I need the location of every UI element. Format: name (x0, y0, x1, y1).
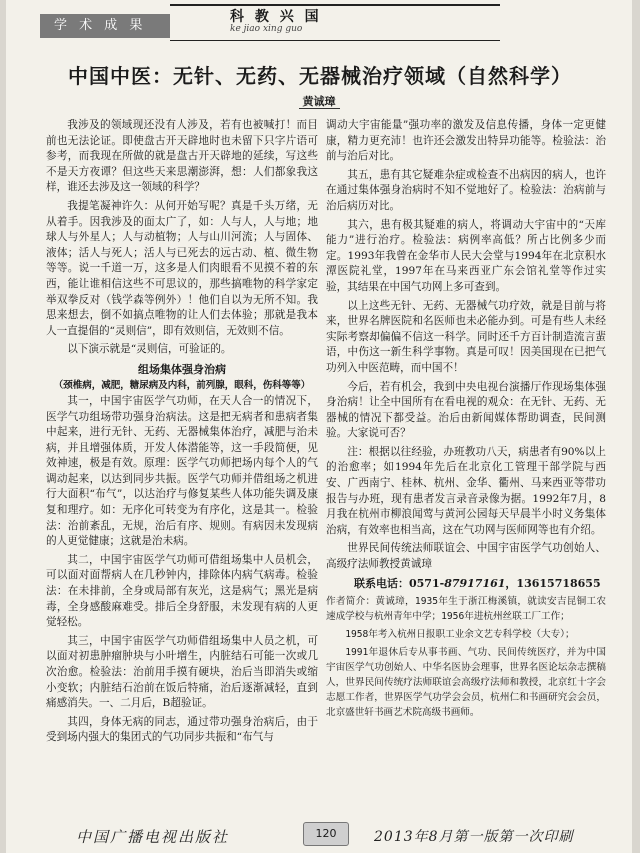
publisher-handwritten: 中国广播电视出版社 (76, 828, 230, 846)
organization-line: 世界民间传统法师联谊会、中国宇宙医学气功创始人、高级疗法师教授黄诚璋 (326, 542, 606, 571)
contact-mobile: ，13615718655 (505, 576, 601, 590)
paragraph: 以上这些无针、无药、无器械气功疗效，就是目前与将来，世界名牌医院和名医师也未必能办到。可是有些人未经实际考察却偏偏不信这一科学。同时还千方百计制造流言蜚语，中伤这一新生科学事物。真是可叹！因美国现在已把气功列入中医范畴，而中国不！ (326, 299, 606, 374)
contact-phone (354, 576, 606, 592)
left-column (46, 118, 318, 749)
page-number: 120 (303, 822, 349, 846)
paragraph: 今后，若有机会，我到中央电视台演播厅作现场集体强身治病！让全中国所有在看电视的观众：在无针、无药、无器械的情况下都受益。治后由新闻媒体帮助调查，民间测验。大家说可否？ (326, 380, 606, 440)
bio-paragraph: 作者简介：黄诚璋，1935年生于浙江梅溪镇，就读安吉昆铜工农速成学校与杭州青年中学；1956年进杭州丝联工厂工作； (326, 595, 606, 622)
section-label: 学 术 成 果 (40, 14, 170, 38)
paragraph: 其五，患有其它疑难杂症或检查不出病因的病人，也许在通过集体强身治病时不知不觉地好了。检验法：治病前与治后病历对比。 (326, 168, 606, 212)
paragraph: 调动大宇宙能量”强功率的激发及信息传播，身体一定更健康，精力更充沛！也许还会激发出特异功能等。检验法：治前与治后对比。 (326, 119, 606, 163)
document-page (6, 0, 632, 853)
bio-paragraph: 1958年考入杭州日报职工业余文艺专科学校（大专）； (345, 628, 575, 640)
paragraph: 我提笔凝神许久：从何开始写呢？真是千头万绪，无从着手。因我涉及的面太广了，如：人与人，人与地；地球人与外星人；人与动植物；人与山川河流；人与固体、液体；活人与死人；活人与已死去的远古动、植、微生物等等。说一千道一万，这多是人们肉眼看不见摸不着的东西，能让谁相信这些不可思议的，那些搞唯物的科学家定举双拳反对（钱学森等例外）！他们自以为无所不知。我思来想去，倒不如搞点唯物的让人们去体验；那就是我本人一直提倡的“灵则信”，即有效则信，无效则不信。 (46, 199, 318, 337)
author-name: 黄诚璋 (299, 95, 340, 109)
bio-paragraph: 1991年退休后专从事书画、气功、民间传统医疗，并为中国宇宙医学气功创始人、中华名医协会理事，世界名医论坛杂志撰稿人，世界民间传统疗法师联谊会高级疗法师和教授，北京红十字会志愿工作者，世界医学气功学会会员，杭州仁和书画研究会会员，北京盛世轩书画艺术院高级书画师。 (326, 646, 606, 718)
section-subhead: 组场集体强身治病 (138, 362, 226, 376)
right-column (326, 118, 606, 723)
column-pinyin: ke jiao xing guo (230, 24, 303, 34)
paragraph: 其二，中国宇宙医学气功师可借组场集中人员机会，可以面对面帮病人在几秒钟内，排除体内病气病毒。检验法：在未排前，全身或局部有灰光，这是病气；黑光是病毒，全身感酸麻难受。排后全身舒服，未发现有病的人更觉轻松。 (46, 553, 318, 629)
contact-label: 联系电话：0571- (354, 576, 445, 590)
column-name: 科 教 兴 国 (230, 9, 322, 25)
paragraph: 注：根据以往经验，办班教功八天，病患者有90%以上的治愈率；如1994年先后在北京化工管理干部学院与西安、广西南宁、桂林、杭州、金华、衢州、马来西亚等带功报告与办班，现有患者发言录音录像为据。1992年7月，8月我在杭州市柳浪闻莺与黄河公园每天早晨半小时义务集体治病，有效率也相当高，这在气功网与医师网等也有介绍。 (326, 445, 606, 536)
article-title: 中国中医：无针、无药、无器械治疗领域（自然科学） (68, 64, 572, 88)
paragraph: 我涉及的领域现还没有人涉及，若有也被喊打！而目前也无法论证。即使盘古开天辟地时也未留下只字片语可参考，而我现在所做的就是盘古开天辟地的延续，写这些不是天方夜谭？但这些天来思潮澎湃，想：人们都象我这样，谁还去涉及这一领域的科学？ (46, 119, 318, 194)
paragraph: 以下演示就是“灵则信，可验证的。 (67, 343, 232, 356)
paragraph: 其四，身体无病的同志，通过带功强身治病后，由于受到场内强大的集团式的气功同步共振和“布气与 (46, 715, 318, 744)
page-header (40, 0, 600, 44)
author-bio (326, 594, 606, 720)
column-banner (170, 4, 500, 41)
article-author (6, 93, 632, 109)
paragraph: 其三，中国宇宙医学气功师借组场集中人员之机，可以面对初患肿瘤肿块与小叶增生，内脏结石可能一次或几次治愈。检验法：治前用手摸有硬块，治后当即消失或缩小变软；内脏结石治前在饭后特痛，治后逐渐减轻，直到痛感消失。一、二月后，B超验证。 (46, 634, 318, 710)
contact-handwritten: 87917161 (444, 576, 506, 590)
edition-handwritten: 2013年8月第一版第一次印刷 (374, 829, 574, 845)
paragraph: 其一，中国宇宙医学气功师，在天人合一的情况下，医学气功组场带功强身治病法。这是把无病者和患病者集中起来，进行无针、无药、无器械集体治疗，减肥与治未病，并且增强体质，开发人体潜能等，这一手段简便，见效神速，极是有效。原理：医学气功师把场内每个人的气调动起来，以达到同步共振。医学气功师并借组场之机进行大面积“布气”，以达治疗与修复某些人体功能失调及康复和理疗。如：无序化可转变为有序化，这是其一。检验法：治前紊乱，无规，治后有序、规则。有病因未发现病的人更觉健康；这就是治未病。 (46, 394, 318, 548)
section-subnote: （颈椎病，减肥，糖尿病及内科，前列腺，眼科，伤科等等） (53, 379, 311, 391)
paragraph: 其六，患有极其疑难的病人，将调动大宇宙中的“天库能力”进行治疗。检验法：病例率高低？所占比例多少而定。1993年我曾在金华市人民大会堂与1994年在北京积水潭医院礼堂，1997年在马来西亚广东会馆礼堂等作过实验，其结果在中国气功网上多可查到。 (326, 218, 606, 293)
